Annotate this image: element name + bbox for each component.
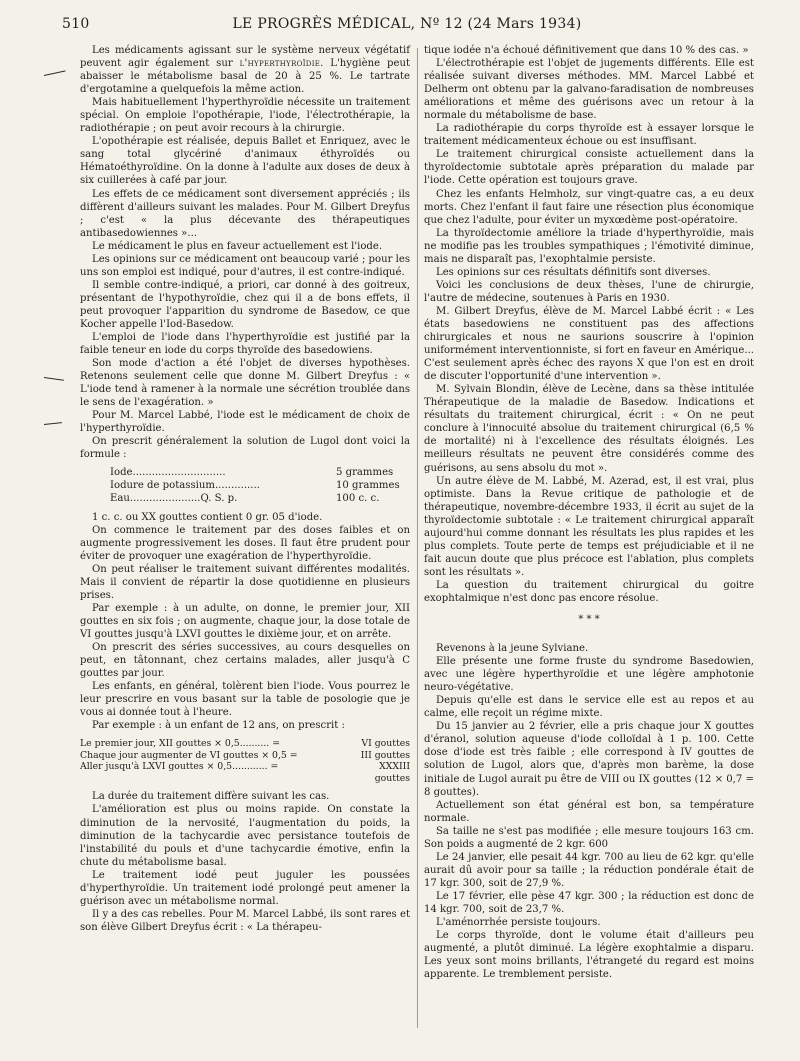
paragraph: Les opinions sur ces résultats définitifs sont diverses. bbox=[436, 266, 711, 278]
paragraph: M. Gilbert Dreyfus, élève de M. Marcel Labbé écrit : « Les états basedowiens ne constituent pas des affections chirurgicales et nous ne saurions souscrire à l'opinion uniformément interventionniste, si fort en faveur en Amérique... C'est seulement après échec des rayons X que l'on est en droit de discuter l'opportunité d'une intervention ». bbox=[424, 305, 754, 383]
paragraph: On commence le traitement par des doses faibles et on augmente progressivement les doses. Il faut être prudent pour éviter de provoquer une exagération de l'hyperthyroïdie. bbox=[80, 524, 410, 562]
paragraph: On prescrit généralement la solution de Lugol dont voici la formule : bbox=[80, 436, 410, 461]
left-column bbox=[80, 44, 410, 934]
formula-row: Iodure de potassium.............. 10 grammes bbox=[110, 479, 400, 491]
paragraph: La radiothérapie du corps thyroïde est à essayer lorsque le traitement médicamenteux échoue ou est insuffisant. bbox=[424, 123, 754, 148]
dose-row: Le premier jour, XII gouttes × 0,5.......... = VI gouttes bbox=[80, 738, 410, 750]
paragraph: Pour M. Marcel Labbé, l'iode est le médicament de choix de l'hyperthyroïdie. bbox=[80, 410, 410, 435]
paragraph: La thyroïdectomie améliore la triade d'hyperthyroïdie, mais ne modifie pas les troubles sympathiques ; l'émotivité diminue, mais ne disparaît pas, l'exophtalmie persiste. bbox=[424, 227, 754, 265]
paragraph: Par exemple : à un enfant de 12 ans, on prescrit : bbox=[92, 720, 345, 732]
paragraph: La question du traitement chirurgical du goitre exophtalmique n'est donc pas encore résolue. bbox=[424, 579, 754, 604]
lugol-formula bbox=[110, 466, 410, 505]
section-separator: * * * bbox=[578, 614, 600, 626]
paragraph: Du 15 janvier au 2 février, elle a pris chaque jour X gouttes d'éranol, solution aqueuse d'iode colloïdal à 1 p. 100. Cette dose d'iode est très faible ; elle correspond à IV gouttes de solution de Lugol, alors que, d'après mon barème, la dose initiale de Lugol aurait pu être de VIII ou IX gouttes (12 × 0,7 = 8 gouttes). bbox=[424, 721, 754, 798]
paragraph: Le 17 février, elle pèse 47 kgr. 300 ; la réduction est donc de 14 kgr. 700, soit de 23,7 %. bbox=[424, 890, 754, 915]
paragraph: Les médicaments agissant sur le système nerveux végétatif peuvent agir également sur l'hyperthyroïdie. L'hygiène peut abaisser le métabolisme basal de 20 à 25 %. Le tartrate d'ergotamine a quelquefois la même action. bbox=[80, 45, 410, 96]
dose-table bbox=[80, 738, 410, 784]
dose-row: Aller jusqu'à LXVI gouttes × 0,5............ = XXXIII gouttes bbox=[80, 761, 410, 784]
margin-mark bbox=[44, 377, 64, 381]
page-header bbox=[62, 12, 752, 34]
paragraph: La durée du traitement diffère suivant les cas. bbox=[92, 791, 330, 803]
paragraph: Les opinions sur ce médicament ont beaucoup varié ; pour les uns son emploi est indiqué, pour d'autres, il est contre-indiqué. bbox=[80, 253, 411, 278]
paragraph: Chez les enfants Helmholz, sur vingt-quatre cas, a eu deux morts. Chez l'enfant il faut faire une résection plus économique que chez l'adulte, pour éviter un myxœdème post-opératoire. bbox=[424, 188, 754, 226]
paragraph: L'emploi de l'iode dans l'hyperthyroïdie est justifié par la faible teneur en iode du corps thyroïde des basedowiens. bbox=[80, 332, 410, 357]
paragraph: Sa taille ne s'est pas modifiée ; elle mesure toujours 163 cm. Son poids a augmenté de 2 kgr. 600 bbox=[424, 825, 754, 850]
paragraph: On prescrit des séries successives, au cours desquelles on peut, en tâtonnant, chez certains malades, aller jusqu'à C gouttes par jour. bbox=[80, 642, 410, 680]
paragraph: 1 c. c. ou XX gouttes contient 0 gr. 05 d'iode. bbox=[92, 511, 323, 523]
paragraph: Mais habituellement l'hyperthyroïdie nécessite un traitement spécial. On emploie l'opothérapie, l'iode, l'électrothérapie, la radiothérapie ; on peut avoir recours à la chirurgie. bbox=[80, 97, 410, 135]
paragraph: Le traitement iodé peut juguler les poussées d'hyperthyroïdie. Un traitement iodé prolongé peut amener la guérison avec un métabolisme normal. bbox=[80, 869, 410, 907]
paragraph: tique iodée n'a échoué définitivement que dans 10 % des cas. » bbox=[424, 45, 749, 56]
margin-mark bbox=[44, 422, 62, 425]
paragraph: L'opothérapie est réalisée, depuis Ballet et Enriquez, avec le sang total glycériné d'animaux éthyroïdés ou Hématoéthyroïdine. On la donne à l'adulte aux doses de deux à six cuillerées à café par jour. bbox=[80, 136, 410, 187]
paragraph: Le traitement chirurgical consiste actuellement dans la thyroïdectomie subtotale après préparation du malade par l'iode. Cette opération est toujours grave. bbox=[424, 149, 754, 187]
paragraph: L'électrothérapie est l'objet de jugements différents. Elle est réalisée suivant diverses méthodes. MM. Marcel Labbé et Delherm ont obtenu par la galvano-faradisation de nombreuses améliorations et même des guérisons avec un retour à la normale du métabolisme de base. bbox=[424, 58, 754, 122]
column-divider bbox=[417, 48, 418, 1028]
paragraph: Elle présente une forme fruste du syndrome Basedowien, avec une légère hyperthyroïdie et une légère amphotonie neuro-végétative. bbox=[424, 656, 754, 694]
paragraph: Les effets de ce médicament sont diversement appréciés ; ils diffèrent d'ailleurs suivant les malades. Pour M. Gilbert Dreyfus ; c'est « la plus décevante des thérapeutiques antibasedowiennes »... bbox=[80, 188, 410, 239]
paragraph: Voici les conclusions de deux thèses, l'une de chirurgie, l'autre de médecine, soutenues à Paris en 1930. bbox=[424, 279, 754, 304]
paragraph: Les enfants, en général, tolèrent bien l'iode. Vous pourrez le leur prescrire en vous basant sur la table de posologie que je vous ai donnée tout à l'heure. bbox=[80, 681, 410, 719]
paragraph: Un autre élève de M. Labbé, M. Azerad, est, il est vrai, plus optimiste. Dans la Revue critique de pathologie et de thérapeutique, novembre-décembre 1933, il écrit au sujet de la thyroïdectomie subtotale : « Le traitement chirurgical apparaît aujourd'hui comme donnant les résultats les plus rapides et les plus complets. Toute perte de temps est préjudiciable et il ne fait aucun doute que plus précoce est l'ablation, plus complets sont les résultats ». bbox=[424, 475, 754, 578]
paragraph: Le corps thyroïde, dont le volume était d'ailleurs peu augmenté, a plutôt diminué. La légère exophtalmie a disparu. Les yeux sont moins brillants, l'étrangeté du regard est moins apparente. Le tremblement persiste. bbox=[424, 930, 754, 981]
paragraph: L'amélioration est plus ou moins rapide. On constate la diminution de la nervosité, l'augmentation du poids, la diminution de la tachycardie avec persistance toutefois de l'instabilité du pouls et d'une tachycardie émotive, enfin la chute du métabolisme basal. bbox=[80, 804, 410, 868]
paragraph: M. Sylvain Blondin, élève de Lecène, dans sa thèse intitulée Thérapeutique de la maladie de Basedow. Indications et résultats du traitement chirurgical, écrit : « On ne peut conclure à l'innocuité absolue du traitement chirurgical (6,5 % de mortalité) ni à l'excellence des résultats éloignés. Les meilleurs résultats ne peuvent être considérés comme des guérisons, au sens absolu du mot ». bbox=[424, 384, 754, 474]
dose-row: Chaque jour augmenter de VI gouttes × 0,5 = III gouttes bbox=[80, 749, 410, 761]
paragraph: L'aménorrhée persiste toujours. bbox=[436, 917, 601, 929]
paragraph: Revenons à la jeune Sylviane. bbox=[436, 643, 589, 655]
page-number: 510 bbox=[62, 16, 90, 32]
paragraph: Par exemple : à un adulte, on donne, le premier jour, XII gouttes en six fois ; on augmente, chaque jour, la dose totale de VI gouttes jusqu'à LXVI gouttes le dixième jour, et on arrête. bbox=[80, 602, 410, 641]
paragraph: Le 24 janvier, elle pesait 44 kgr. 700 au lieu de 62 kgr. qu'elle aurait dû avoir pour sa taille ; la réduction pondérale était de 17 kgr. 300, soit de 27,9 %. bbox=[424, 851, 754, 889]
paragraph: Il semble contre-indiqué, a priori, car donné à des goitreux, présentant de l'hypothyroïdie, chez qui il a de bons effets, il peut provoquer l'apparition du syndrome de Basedow, ce que Kocher appelle l'Iod-Basedow. bbox=[80, 279, 410, 330]
paragraph: Son mode d'action a été l'objet de diverses hypothèses. Retenons seulement celle que donne M. Gilbert Dreyfus : « L'iode tend à ramener à la normale une sécrétion troublée dans le sens de l'exagération. » bbox=[80, 358, 410, 409]
paragraph: Il y a des cas rebelles. Pour M. Marcel Labbé, ils sont rares et son élève Gilbert Dreyfus écrit : « La thérapeu- bbox=[80, 908, 410, 933]
paragraph: Actuellement son état général est bon, sa température normale. bbox=[424, 799, 754, 824]
paragraph: Depuis qu'elle est dans le service elle est au repos et au calme, elle reçoit un régime mixte. bbox=[424, 695, 754, 720]
formula-row: Iode............................. 5 grammes bbox=[110, 466, 394, 478]
journal-title: LE PROGRÈS MÉDICAL, Nº 12 (24 Mars 1934) bbox=[232, 16, 582, 32]
paragraph: Le médicament le plus en faveur actuellement est l'iode. bbox=[92, 240, 383, 252]
paragraph: On peut réaliser le traitement suivant différentes modalités. Mais il convient de répartir la dose quotidienne en plusieurs prises. bbox=[80, 563, 410, 601]
right-column bbox=[424, 44, 754, 981]
formula-row: Eau......................Q. S. p. 100 c. c. bbox=[110, 492, 380, 504]
margin-mark bbox=[44, 70, 66, 76]
